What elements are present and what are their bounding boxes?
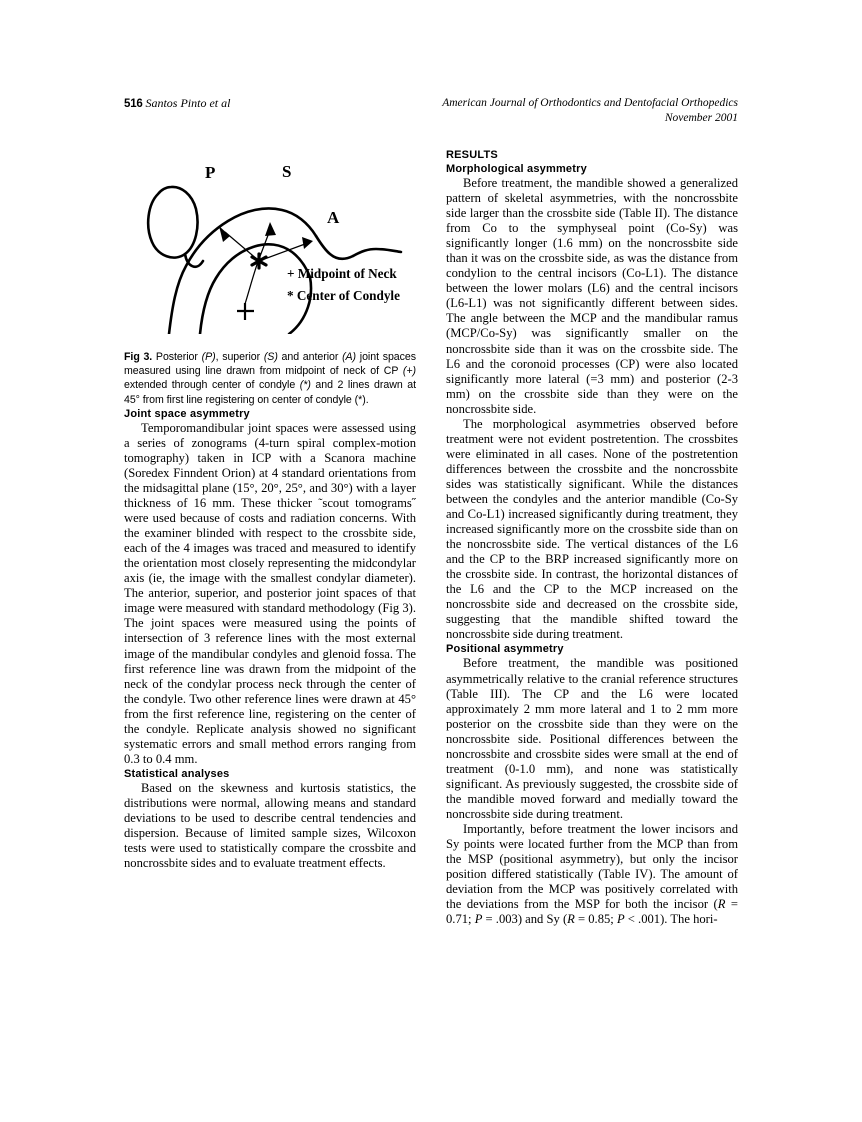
label-posterior: P [205,163,216,182]
caption-abbr-plus: (+) [402,365,416,378]
coronoid-ellipse-path [148,187,197,258]
pos2-seg-e: < .001). The hori- [624,912,718,927]
caption-abbr-p: (P) [201,351,216,363]
caption-seg-6: and 2 lines drawn at 45° from first line registering on center of condyle [124,379,416,406]
legend-center-of-condyle: * Center of Condyle [287,288,400,303]
left-column [124,148,416,871]
pos2-seg-b: = 0.71; [446,897,738,927]
running-head-authors: Santos Pinto et al [145,96,231,110]
paragraph-joint-space-asymmetry: Temporomandibular joint spaces were assessed using a series of zonograms (4-turn spiral complex-motion tomography) taken in ICP with a Scanora machine (Soredex Finndent Orion) at 4 standard orientations from the midsagittal plane (15°, 20°, 25°, and 30°) with a layer thickness of 16 mm. These thicker ˜scout tomograms˝ were used because of costs and radiation concerns. With the examiner blinded with respect to the crossbite side, each of the 4 images was traced and measured to identify the orientation most closely representing the midcondylar axis (ie, the image with the smallest condylar diameter). The anterior, superior, and posterior joint spaces of that image were measured with standard methodology (Fig 3). The joint spaces were measured using the points of intersection of 3 reference lines with the most external image of the mandibular condyles and glenoid fossa. The first reference line was drawn from the midpoint of the neck of the condylar process neck through the center of the condyle. Two other reference lines were drawn at 45° from the first reference line, registering on the center of the condyle. Replicate analysis showed no significant systematic errors and small method errors ranging from 0.3 to 0.4 mm. [124,420,416,766]
figure-3 [124,148,416,407]
condyle-neck-path [289,277,311,334]
arrowhead-anterior [302,237,313,249]
label-superior: S [282,162,292,181]
paragraph-morphological-1: Before treatment, the mandible showed a generalized pattern of skeletal asymmetries, with the noncrossbite side larger than the crossbite side (Table II). The distance from Co to the symphyseal point (Co-Sy) was significantly longer (1.6 mm) on the noncrossbite side than it was on the crossbite side, as was the distance from condylion to the central incisors (Co-L1). The distance between the lower molars (L6) and the central incisors (L6-L1) was not significantly different between sides. The angle between the MCP and the mandibular ramus (MCP/Co-Sy) was significantly smaller on the noncrossbite side than it was on the crossbite side. The L6 and the coronoid processes (CP) were also located significantly more lateral (=3 mm) and posterior (2-3 mm) on the crossbite side than they were on the noncrossbite side. [446,176,738,416]
midpoint-of-neck-marker [237,303,254,320]
journal-title: American Journal of Orthodontics and Dentofacial Orthopedics [442,97,738,109]
right-column [446,148,738,927]
pos2-var-r2: R [567,912,575,927]
figure-caption-label: Fig 3. [124,351,153,363]
caption-seg-7: . [365,393,369,406]
paragraph-morphological-2: The morphological asymmetries observed before treatment were not evident postretention. The crossbites were eliminated in all cases. None of the postretention differences between the crossbite and the noncrossbite sides was statistically significant. While the distances between the condyles and the anterior mandible (Co-Sy and Co-L1) increased significantly during treatment, they increased significantly more on the crossbite side than on the noncrossbite side. The vertical distances of the L6 and the CP to the BRP increased significantly more on the crossbite side. In contrast, the horizontal distances of the L6 and the CP to the MCP increased on the noncrossbite side and decreased on the crossbite side, suggesting that the mandible shifted toward the noncrossbite side during treatment. [446,416,738,642]
caption-abbr-a: (A) [342,351,357,363]
caption-seg-1: Posterior [152,351,202,363]
figure-3-artwork [124,148,416,334]
caption-seg-2: , superior [215,351,264,363]
caption-seg-5: extended through center of condyle [124,379,300,392]
caption-abbr-s: (S) [263,351,278,363]
running-head-left [124,96,230,111]
pos2-seg-a: Importantly, before treatment the lower incisors and Sy points were located further from the MCP than from the MSP (positional asymmetry), but only the incisor position differed statistically (Table IV). The amount of deviation from the MCP was positively correlated with the deviations from the MSP for both the incisor ( [446,821,738,912]
heading-statistical-analyses: Statistical analyses [124,767,230,780]
pos2-seg-c: = .003) and Sy ( [482,912,568,927]
heading-morphological-asymmetry: Morphological asymmetry [446,163,587,175]
issue-date: November 2001 [664,112,738,124]
label-anterior: A [327,208,340,227]
heading-joint-space-asymmetry: Joint space asymmetry [124,407,250,420]
paragraph-statistical-analyses: Based on the skewness and kurtosis statistics, the distributions were normal, allowing means and standard deviations to be used to describe central tendencies and dispersion. Because of limited sample sizes, Wilcoxon tests were used to statistically compare the crossbite and noncrossbite sides and to evaluate treatment effects. [124,780,416,871]
caption-seg-4: joint spaces measured using line drawn from midpoint of neck of CP [124,351,416,378]
caption-seg-3: and anterior [277,351,343,363]
pos2-var-p2: P [616,912,625,927]
legend-midpoint-of-neck: + Midpoint of Neck [287,266,397,281]
page-number: 516 [124,98,143,110]
paragraph-positional-2 [446,822,738,927]
heading-results: RESULTS [446,149,498,161]
running-head-right [442,96,738,126]
paragraph-positional-1: Before treatment, the mandible was positioned asymmetrically relative to the cranial reference structures (Table III). The CP and the L6 were located approximately 2 mm more lateral and 1 to 2 mm more posterior on the crossbite side than they were on the noncrossbite side. Positional differences between the noncrossbite and crossbite sides were small at the end of treatment (0-1.0 mm), and none was statistically significant. As previously suggested, the crossbite side of the mandible moved forward and medially toward the noncrossbite side during treatment. [446,656,738,821]
arrowhead-posterior [219,226,230,242]
caption-abbr-star-2: (*) [354,393,366,406]
arrowhead-superior [265,222,276,236]
pos2-seg-d: = 0.85; [574,912,617,927]
articular-eminence-path [316,236,353,259]
running-head [124,96,738,132]
caption-abbr-star: (*) [299,379,311,392]
eminence-slope-path [353,249,401,256]
figure-3-caption [124,350,416,407]
pos2-var-p1: P [474,912,483,927]
pos2-var-r1: R [717,897,726,912]
heading-positional-asymmetry: Positional asymmetry [446,643,564,656]
